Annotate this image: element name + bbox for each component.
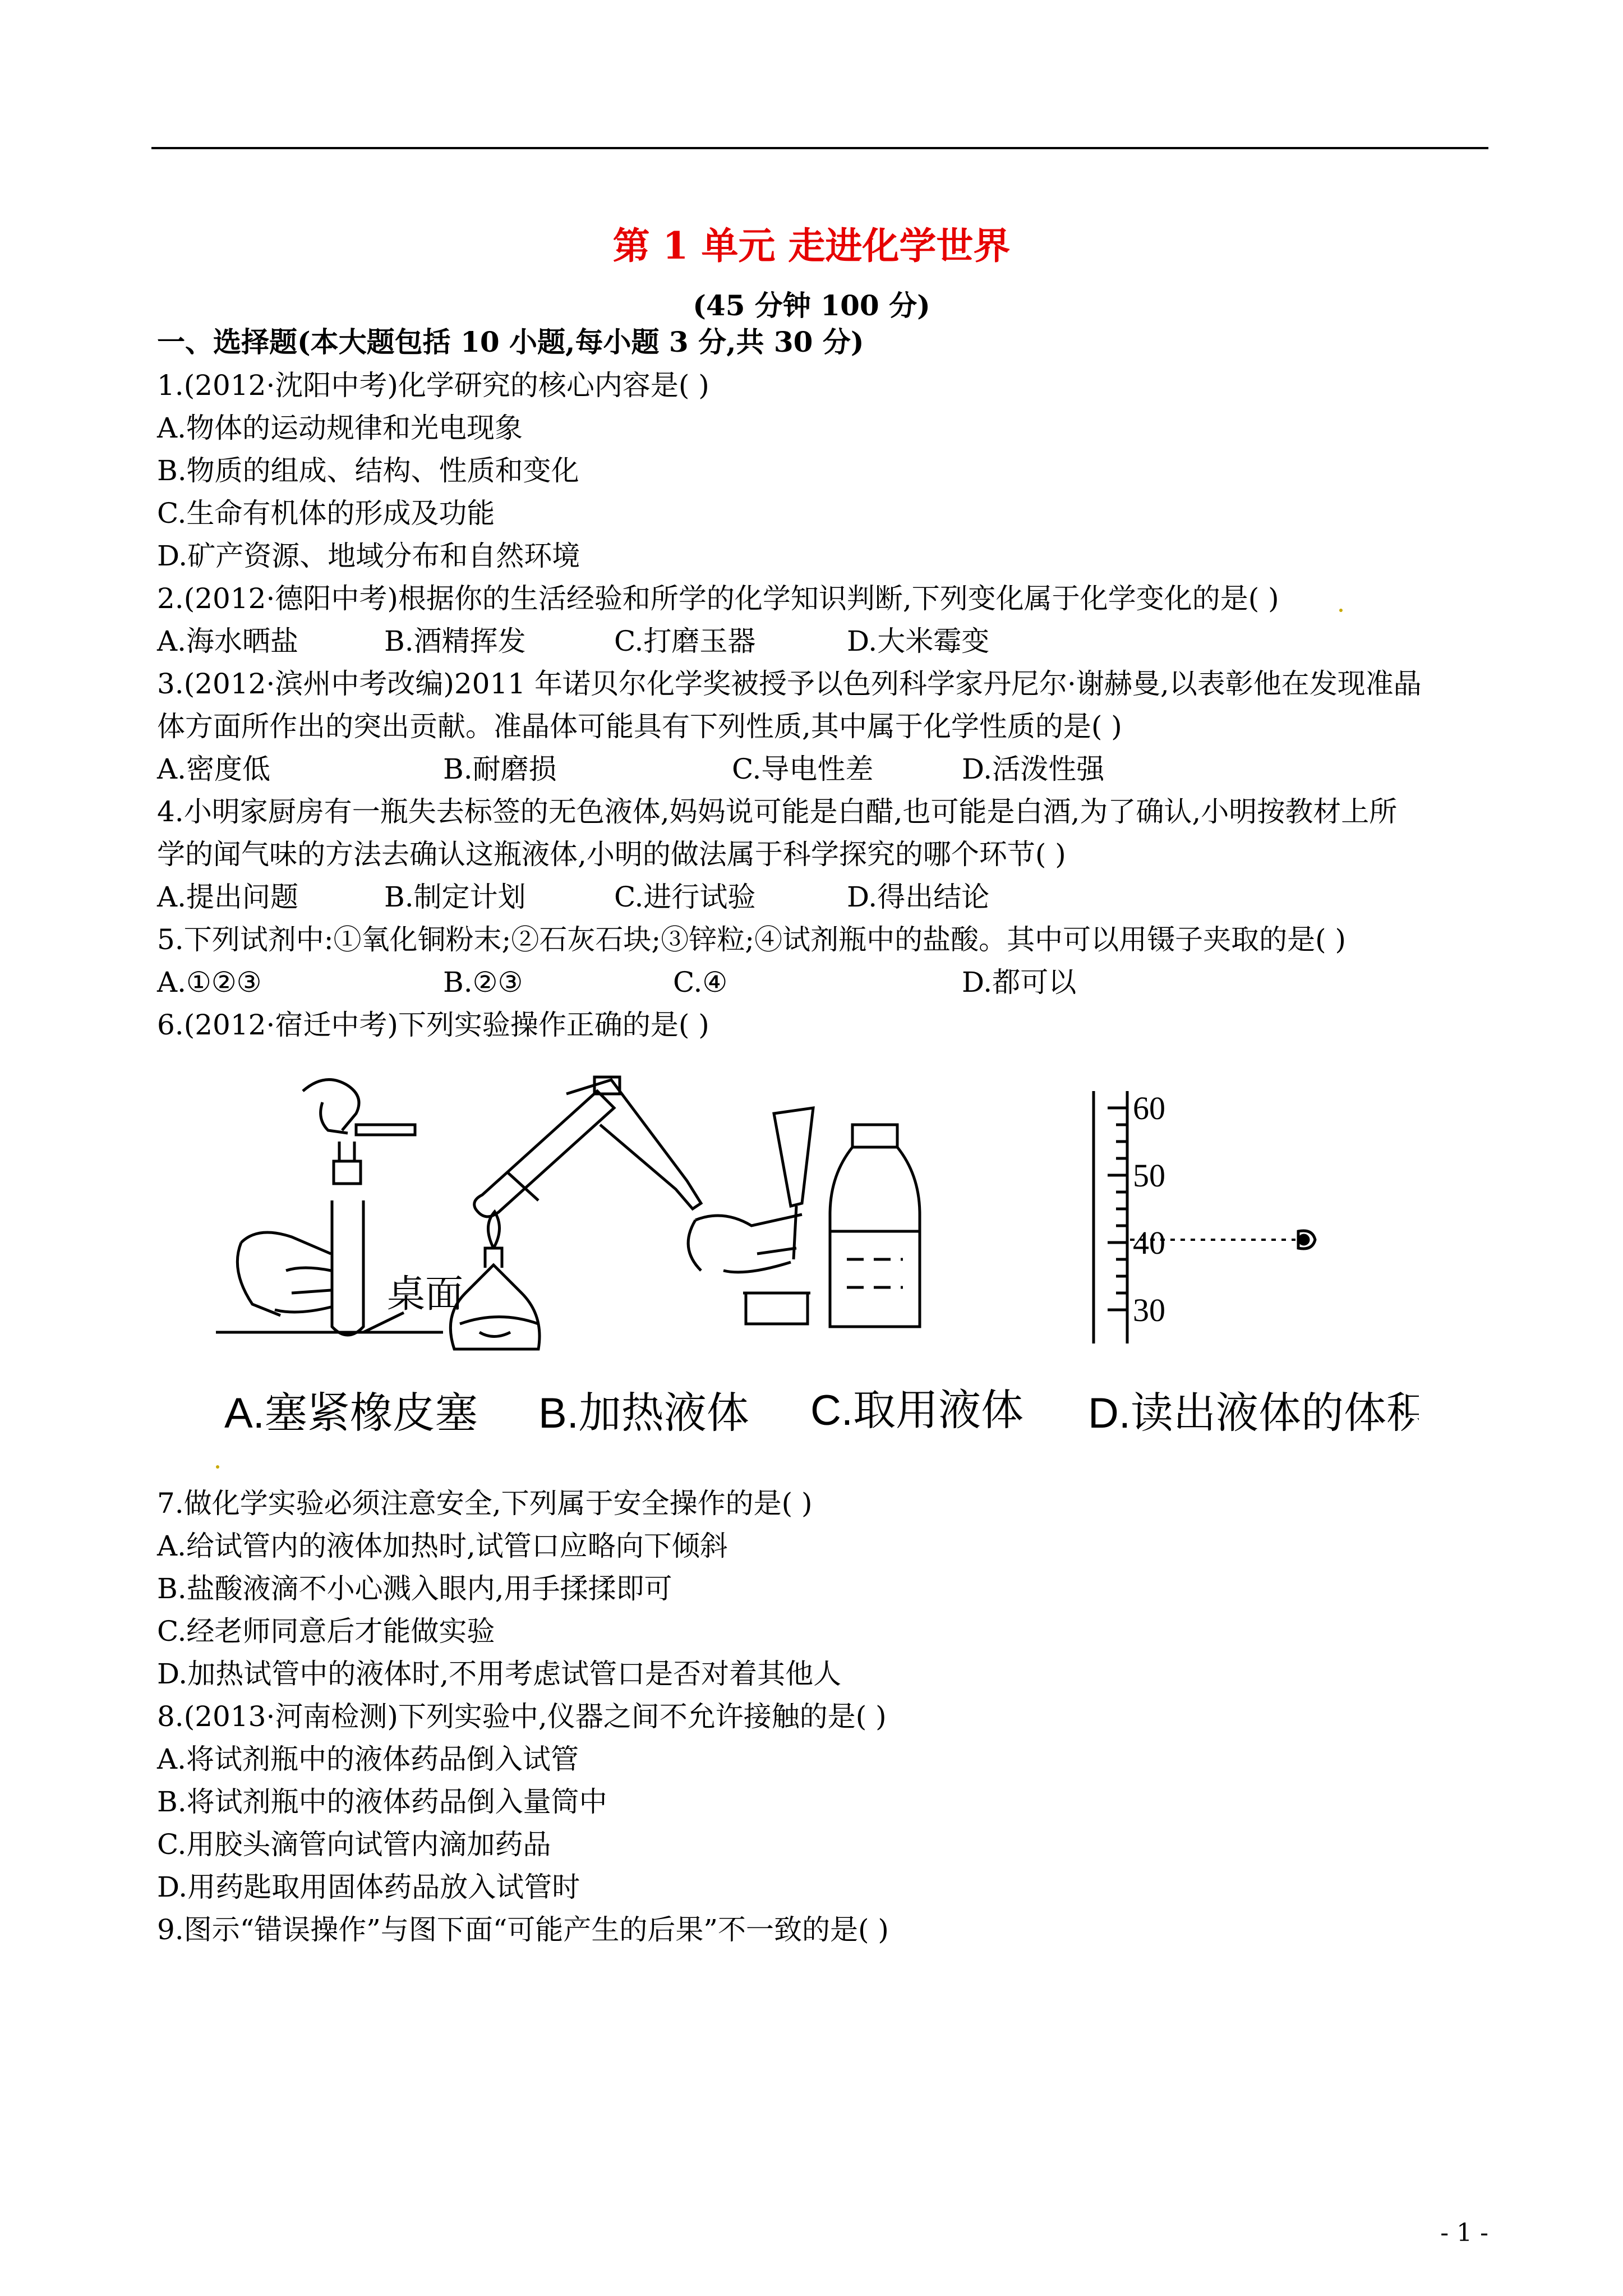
- page-number: - 1 -: [1440, 2219, 1488, 2247]
- q3-option-b: B.耐磨损: [443, 753, 557, 785]
- q1-option-d: D.矿产资源、地域分布和自然环境: [157, 540, 580, 572]
- q2-option-b: B.酒精挥发: [384, 625, 526, 657]
- q4-option-c: C.进行试验: [614, 881, 756, 913]
- q2-option-c: C.打磨玉器: [614, 625, 756, 657]
- q8-option-a: A.将试剂瓶中的液体药品倒入试管: [157, 1743, 579, 1775]
- q5-option-d: D.都可以: [962, 966, 1077, 999]
- q4-stem-line1: 4.小明家厨房有一瓶失去标签的无色液体,妈妈说可能是白醋,也可能是白酒,为了确认,小明按教材上所: [157, 795, 1398, 828]
- page-subtitle: (45 分钟 100 分): [693, 289, 930, 322]
- q5-option-b: B.②③: [443, 966, 523, 999]
- figure-d-cylinder: [1094, 1091, 1315, 1343]
- q8-option-b: B.将试剂瓶中的液体药品倒入量筒中: [157, 1786, 607, 1818]
- scale-tick-60: 60: [1133, 1090, 1165, 1126]
- q1-option-a: A.物体的运动规律和光电现象: [157, 412, 523, 444]
- q5-option-c: C.④: [673, 966, 728, 999]
- q1-option-b: B.物质的组成、结构、性质和变化: [157, 454, 579, 487]
- q7-option-c: C.经老师同意后才能做实验: [157, 1615, 495, 1648]
- q7-option-a: A.给试管内的液体加热时,试管口应略向下倾斜: [157, 1530, 728, 1562]
- q4-stem-line2: 学的闻气味的方法去确认这瓶液体,小明的做法属于科学探究的哪个环节( ): [157, 838, 1066, 871]
- q3-stem-line2: 体方面所作出的突出贡献。准晶体可能具有下列性质,其中属于化学性质的是( ): [157, 710, 1122, 743]
- section-heading: 一、选择题(本大题包括 10 小题,每小题 3 分,共 30 分): [157, 325, 864, 358]
- q2-option-a: A.海水晒盐: [157, 625, 299, 657]
- stray-dot: [1339, 609, 1343, 612]
- q3-option-c: C.导电性差: [732, 753, 874, 785]
- q9-stem: 9.图示“错误操作”与图下面“可能产生的后果”不一致的是( ): [157, 1913, 889, 1946]
- q3-stem-line1: 3.(2012·滨州中考改编)2011 年诺贝尔化学奖被授予以色列科学家丹尼尔·谢赫曼,以表彰他在发现准晶: [157, 668, 1422, 700]
- q4-option-a: A.提出问题: [157, 881, 299, 913]
- desk-label: 桌面: [387, 1273, 464, 1315]
- q5-option-a: A.①②③: [157, 966, 262, 999]
- q7-stem: 7.做化学实验必须注意安全,下列属于安全操作的是( ): [157, 1487, 813, 1520]
- scale-tick-50: 50: [1133, 1157, 1165, 1194]
- q4-option-b: B.制定计划: [384, 881, 526, 913]
- caption-c: C.取用液体: [810, 1387, 1023, 1434]
- q3-option-d: D.活泼性强: [962, 753, 1105, 785]
- q5-stem: 5.下列试剂中:①氧化铜粉末;②石灰石块;③锌粒;④试剂瓶中的盐酸。其中可以用镊子夹取的是( ): [157, 923, 1346, 956]
- q1-stem: 1.(2012·沈阳中考)化学研究的核心内容是( ): [157, 369, 709, 402]
- caption-a: A.塞紧橡皮塞: [224, 1389, 478, 1437]
- stray-dot: [216, 1465, 219, 1469]
- q6-figure: [208, 1069, 1419, 1461]
- figure-b-heating: [450, 1077, 701, 1349]
- q2-stem: 2.(2012·德阳中考)根据你的生活经验和所学的化学知识判断,下列变化属于化学变化的是( ): [157, 582, 1279, 615]
- q8-option-d: D.用药匙取用固体药品放入试管时: [157, 1871, 580, 1903]
- q4-option-d: D.得出结论: [847, 881, 990, 913]
- q8-stem: 8.(2013·河南检测)下列实验中,仪器之间不允许接触的是( ): [157, 1700, 887, 1733]
- figure-c-dropper: [688, 1108, 920, 1327]
- q6-stem: 6.(2012·宿迁中考)下列实验操作正确的是( ): [157, 1009, 709, 1041]
- q8-option-c: C.用胶头滴管向试管内滴加药品: [157, 1828, 551, 1861]
- q7-option-b: B.盐酸液滴不小心溅入眼内,用手揉揉即可: [157, 1572, 672, 1605]
- q7-option-d: D.加热试管中的液体时,不用考虑试管口是否对着其他人: [157, 1658, 842, 1690]
- scale-tick-40: 40: [1133, 1225, 1165, 1261]
- page-title: 第 1 单元 走进化学世界: [612, 224, 1011, 268]
- scale-tick-30: 30: [1133, 1292, 1165, 1328]
- q3-option-a: A.密度低: [157, 753, 271, 785]
- caption-b: B.加热液体: [538, 1389, 749, 1437]
- header-rule: [151, 147, 1488, 149]
- q2-option-d: D.大米霉变: [847, 625, 990, 657]
- q1-option-c: C.生命有机体的形成及功能: [157, 497, 495, 530]
- caption-d: D.读出液体的体积: [1088, 1389, 1419, 1437]
